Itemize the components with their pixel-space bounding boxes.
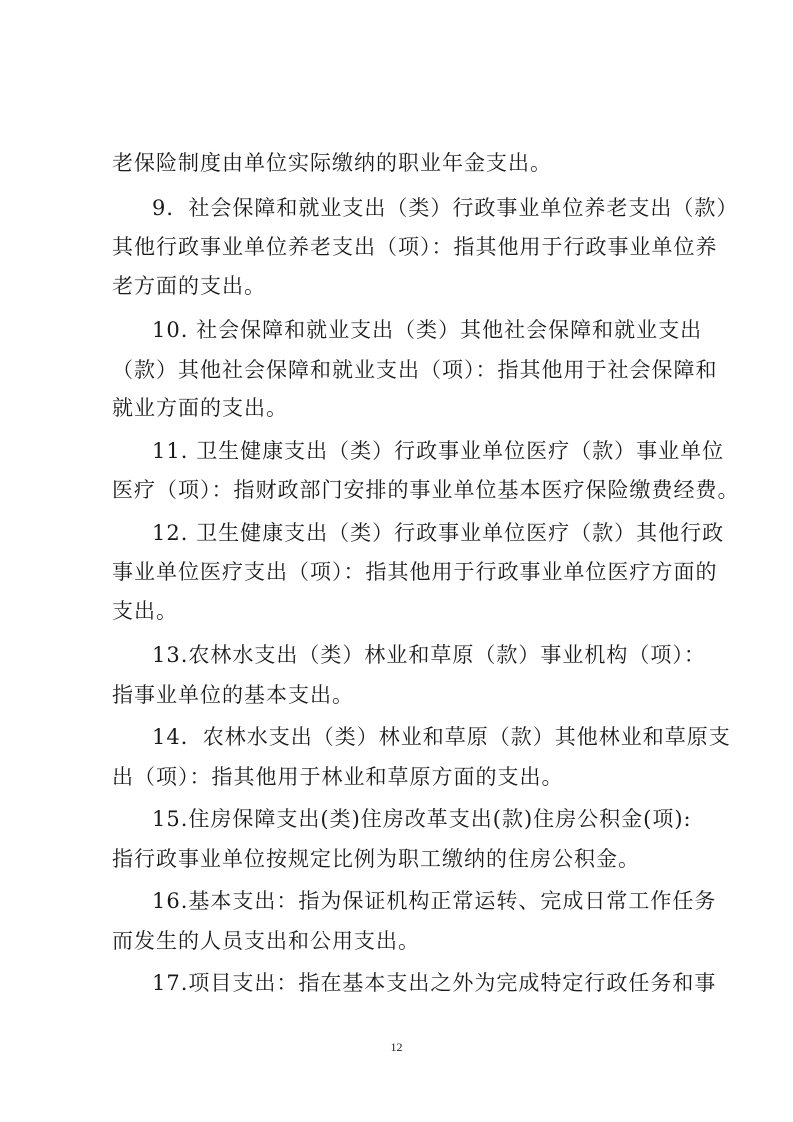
text-line: 老方面的支出。 xyxy=(112,274,266,298)
page-number: 12 xyxy=(390,1040,403,1054)
text-line: 指事业单位的基本支出。 xyxy=(112,683,354,707)
text-line: 17.项目支出：指在基本支出之外为完成特定行政任务和事 xyxy=(152,971,717,995)
text-line: 指行政事业单位按规定比例为职工缴纳的住房公积金。 xyxy=(112,847,640,871)
text-line: 出（项）：指其他用于林业和草原方面的支出。 xyxy=(112,765,564,789)
text-line: 9．社会保障和就业支出（类）行政事业单位养老支出（款） xyxy=(152,196,739,220)
text-line: 12. 卫生健康支出（类）行政事业单位医疗（款）其他行政 xyxy=(152,521,725,545)
text-line: 10. 社会保障和就业支出（类）其他社会保障和就业支出 xyxy=(152,318,703,342)
text-line: 其他行政事业单位养老支出（项）：指其他用于行政事业单位养 xyxy=(112,235,718,259)
text-line: （款）其他社会保障和就业支出（项）：指其他用于社会保障和 xyxy=(112,358,718,382)
text-line: 11. 卫生健康支出（类）行政事业单位医疗（款）事业单位 xyxy=(152,439,725,463)
text-line: 16.基本支出：指为保证机构正常运转、完成日常工作任务 xyxy=(152,889,717,913)
text-line: 13.农林水支出（类）林业和草原（款）事业机构（项）： xyxy=(152,643,706,667)
text-line: 而发生的人员支出和公用支出。 xyxy=(112,929,420,953)
text-line: 15.住房保障支出(类)住房改革支出(款)住房公积金(项): xyxy=(152,807,692,831)
text-line: 事业单位医疗支出（项）：指其他用于行政事业单位医疗方面的 xyxy=(112,560,718,584)
text-line: 14．农林水支出（类）林业和草原（款）其他林业和草原支 xyxy=(152,725,731,749)
text-line: 医疗（项）：指财政部门安排的事业单位基本医疗保险缴费经费。 xyxy=(112,478,740,502)
text-line: 支出。 xyxy=(112,599,178,623)
text-line: 老保险制度由单位实际缴纳的职业年金支出。 xyxy=(112,151,552,175)
text-line: 就业方面的支出。 xyxy=(112,396,288,420)
